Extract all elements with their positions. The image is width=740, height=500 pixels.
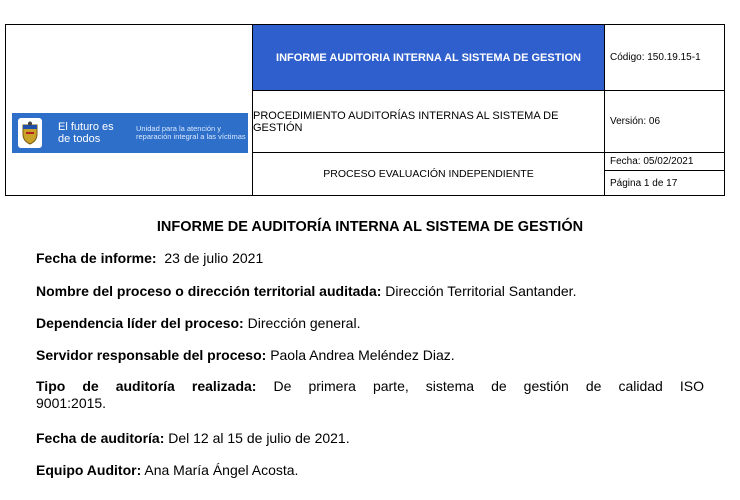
document-title: INFORME DE AUDITORÍA INTERNA AL SISTEMA DE GESTIÓN	[156, 219, 584, 235]
document-header-table	[5, 24, 725, 196]
field-value: Del 12 al 15 de julio de 2021.	[168, 430, 350, 446]
field-value: Dirección general.	[247, 315, 361, 331]
field-audit-team	[36, 462, 704, 479]
field-label: Servidor responsable del proceso:	[36, 347, 267, 363]
field-label: Equipo Auditor:	[36, 462, 142, 478]
field-value: Dirección Territorial Santander.	[385, 283, 577, 299]
field-label: Dependencia líder del proceso:	[36, 315, 244, 331]
report-title-cell: INFORME AUDITORIA INTERNA AL SISTEMA DE GESTION	[253, 25, 605, 91]
field-label: Nombre del proceso o dirección territorial auditada:	[36, 283, 382, 299]
code-cell: Código: 150.19.15-1	[605, 25, 724, 91]
field-audit-date	[36, 430, 704, 447]
field-line	[36, 378, 704, 395]
date-cell: Fecha: 05/02/2021	[605, 153, 724, 171]
field-label: Fecha de auditoría:	[36, 430, 165, 446]
page-number-cell: Página 1 de 17	[610, 177, 678, 189]
procedure-cell: PROCEDIMIENTO AUDITORÍAS INTERNAS AL SISTEMA DE GESTIÓN	[253, 91, 605, 153]
institution-logo	[12, 113, 248, 153]
logo-institution-name: Unidad para la atención y reparación integral a las víctimas	[136, 124, 246, 141]
field-label: Tipo de auditoría realizada:	[36, 378, 257, 394]
field-responsible	[36, 347, 704, 364]
version-cell: Versión: 06	[605, 91, 724, 153]
field-audited-process	[36, 283, 704, 300]
coat-of-arms-icon	[18, 118, 42, 148]
field-label: Fecha de informe:	[36, 250, 157, 266]
logo-slogan: El futuro es de todos	[58, 121, 114, 145]
process-cell: PROCESO EVALUACIÓN INDEPENDIENTE	[253, 153, 605, 195]
logo-cell	[6, 25, 253, 195]
field-value: De primera parte, sistema de gestión de calidad ISO	[273, 378, 704, 394]
field-value: 23 de julio 2021	[164, 250, 264, 266]
field-lead-department	[36, 315, 704, 332]
field-audit-type	[36, 378, 704, 412]
field-report-date	[36, 250, 704, 267]
field-value: Ana María Ángel Acosta.	[144, 462, 299, 478]
field-value: Paola Andrea Meléndez Diaz.	[270, 347, 455, 363]
field-value-continuation: 9001:2015.	[36, 395, 107, 411]
